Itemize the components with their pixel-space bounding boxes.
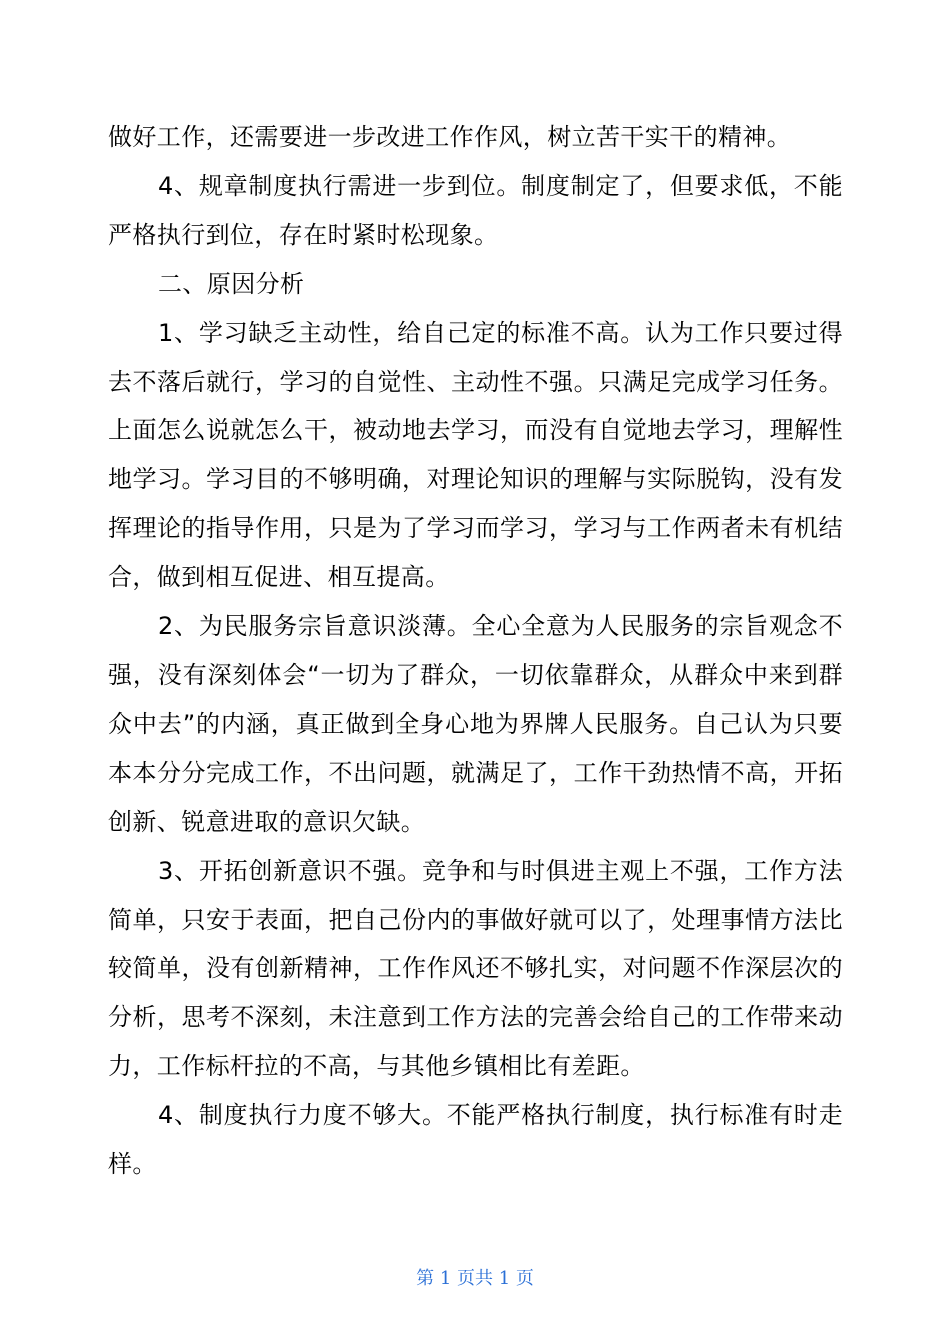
paragraph-cause-4-enforcement: 4、制度执行力度不够大。不能严格执行制度，执行标准有时走样。 xyxy=(108,1101,843,1179)
paragraph-cause-1-study: 1、学习缺乏主动性，给自己定的标准不高。认为工作只要过得去不落后就行，学习的自觉性、主动性不强。只满足完成学习任务。上面怎么说就怎么干，被动地去学习，而没有自觉地去学习，理解性地学习。学习目的不够明确，对理论知识的理解与实际脱钩，没有发挥理论的指导作用，只是为了学习而学习，学习与工作两者未有机结合，做到相互促进、相互提高。 xyxy=(108,318,843,592)
paragraph-cause-3-innovation: 3、开拓创新意识不强。竞争和与时俱进主观上不强，工作方法简单，只安于表面，把自己份内的事做好就可以了，处理事情方法比较简单，没有创新精神，工作作风还不够扎实，对问题不作深层次的分析，思考不深刻，未注意到工作方法的完善会给自己的工作带来动力，工作标杆拉的不高，与其他乡镇相比有差距。 xyxy=(108,856,843,1081)
paragraph-cause-2-service: 2、为民服务宗旨意识淡薄。全心全意为人民服务的宗旨观念不强，没有深刻体会“一切为了群众，一切依靠群众，从群众中来到群众中去”的内涵，真正做到全身心地为界牌人民服务。自己认为只要本本分分完成工作，不出问题，就满足了，工作干劲热情不高，开拓创新、锐意进取的意识欠缺。 xyxy=(108,612,843,836)
paragraph-continuation: 做好工作，还需要进一步改进工作作风，树立苦干实干的精神。 xyxy=(108,123,792,151)
paragraph-item-4-rules: 4、规章制度执行需进一步到位。制度制定了，但要求低，不能严格执行到位，存在时紧时松现象。 xyxy=(108,171,843,249)
section-heading-cause-analysis: 二、原因分析 xyxy=(158,269,305,298)
page-footer: 第 1 页共 1 页 xyxy=(416,1268,534,1289)
document-body xyxy=(108,113,843,1189)
